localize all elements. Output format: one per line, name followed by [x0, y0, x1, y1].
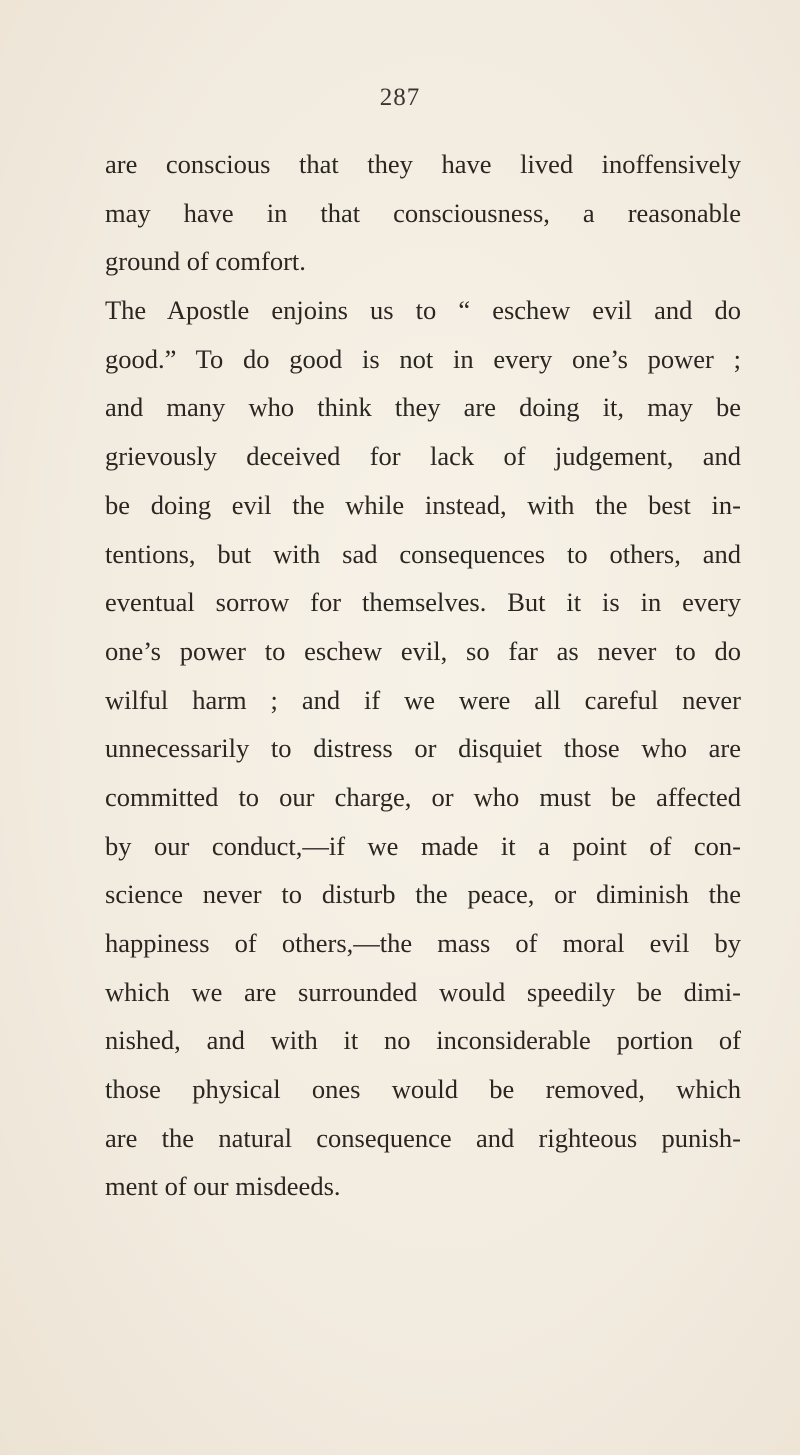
text-line: ment of our misdeeds.	[105, 1171, 341, 1202]
text-line: by our conduct,—if we made it a point of con-	[105, 830, 741, 861]
text-line: are the natural consequence and righteous punish-	[105, 1122, 741, 1153]
text-line: wilful harm ; and if we were all careful never	[105, 684, 741, 715]
page-number: 287	[379, 84, 421, 111]
text-line: science never to disturb the peace, or diminish the	[105, 879, 741, 910]
text-line: happiness of others,—the mass of moral evil by	[105, 928, 741, 958]
text-line: ground of comfort.	[105, 246, 306, 277]
text-line: The Apostle enjoins us to “ eschew evil and do	[105, 295, 741, 326]
text-line: tentions, but with sad consequences to others, and	[105, 538, 741, 569]
text-line: may have in that consciousness, a reasonable	[105, 197, 741, 228]
text-line: committed to our charge, or who must be affected	[105, 781, 741, 812]
text-line: which we are surrounded would speedily be dimi-	[105, 976, 741, 1007]
text-line: one’s power to eschew evil, so far as never to do	[105, 635, 741, 666]
text-line: unnecessarily to distress or disquiet those who are	[105, 733, 741, 764]
text-line: be doing evil the while instead, with the best in-	[105, 489, 741, 520]
text-line: are conscious that they have lived inoffensively	[105, 149, 741, 179]
body-text	[105, 140, 741, 1211]
text-line: grievously deceived for lack of judgement, and	[105, 441, 741, 472]
text-line: nished, and with it no inconsiderable portion of	[105, 1025, 741, 1056]
text-line: and many who think they are doing it, may be	[105, 392, 741, 423]
text-line: eventual sorrow for themselves. But it is in every	[105, 587, 741, 618]
text-line: those physical ones would be removed, which	[105, 1074, 741, 1105]
text-line: good.” To do good is not in every one’s power ;	[105, 343, 741, 374]
